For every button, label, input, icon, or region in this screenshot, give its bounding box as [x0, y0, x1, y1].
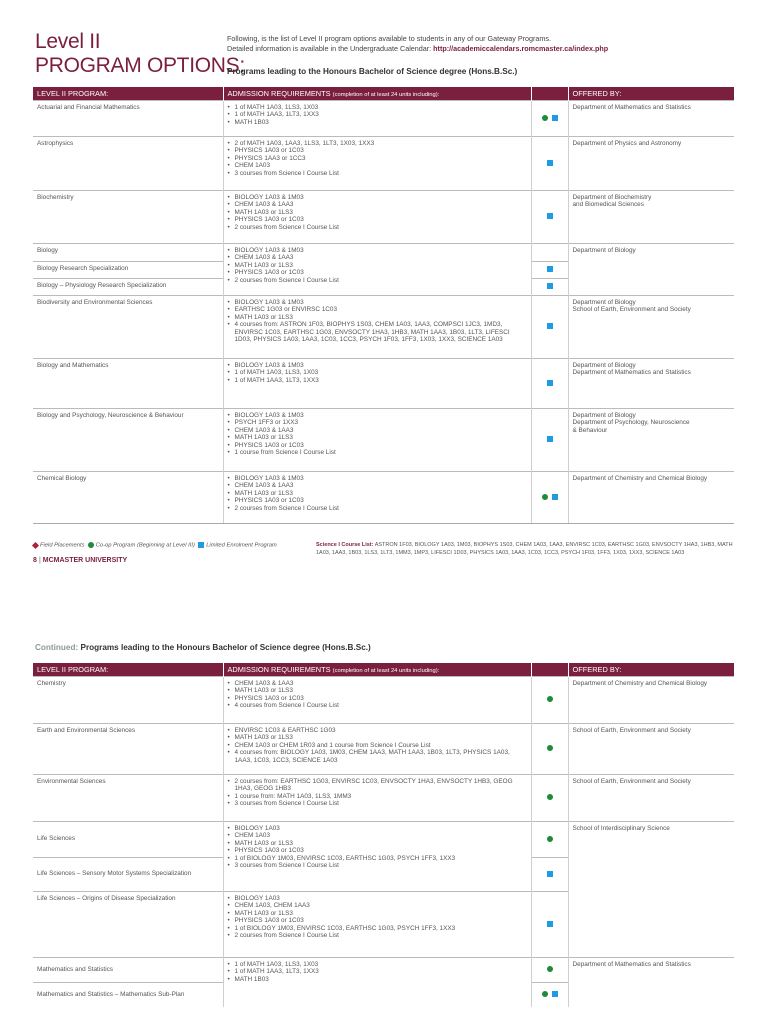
requirements-list — [228, 299, 527, 345]
program-name: Chemical Biology — [33, 471, 223, 523]
offered-by-line: and Biomedical Sciences — [572, 201, 644, 209]
program-markers — [531, 100, 568, 136]
requirement-item: • CHEM 1A03 & 1AA3 — [228, 482, 527, 490]
requirement-item: • BIOLOGY 1A03 & 1M03 — [228, 194, 527, 202]
requirement-item: • PHYSICS 1A03 or 1C03 — [228, 917, 527, 925]
requirement-item: • 1 of MATH 1AA3, 1LT3, 1XX3 — [228, 377, 527, 385]
program-name: Biology and Mathematics — [33, 358, 223, 408]
offered-by-line: Department of Chemistry and Chemical Biology — [572, 679, 708, 687]
requirement-item: • MATH 1A03 or 1LS3 — [228, 434, 527, 442]
requirement-item: • MATH 1A03 or 1LS3 — [228, 687, 527, 695]
col-admission: ADMISSION REQUIREMENTS (completion of at least 24 units including): — [223, 663, 531, 676]
legend: Field Placements Co-op Program (Beginning at Level III) Limited Enrolment Program — [33, 542, 277, 549]
program-markers — [531, 774, 568, 821]
coop-icon — [547, 966, 553, 972]
requirements-list — [228, 680, 527, 710]
program-markers — [531, 471, 568, 523]
program-markers — [531, 295, 568, 358]
requirement-item: • PSYCH 1FF3 or 1XX3 — [228, 419, 527, 427]
requirement-item: • BIOLOGY 1A03 & 1M03 — [228, 362, 527, 370]
requirement-item: • BIOLOGY 1A03 & 1M03 — [228, 247, 527, 255]
col-offered: OFFERED BY: — [568, 87, 734, 100]
requirement-item: • PHYSICS 1A03 or 1C03 — [228, 269, 527, 277]
program-table-1 — [33, 87, 734, 524]
offered-by-line: Department of Biology — [572, 298, 636, 306]
program-markers — [531, 723, 568, 774]
limited-enrolment-icon — [547, 871, 553, 877]
program-name: Biology – Physiology Research Specialization — [33, 278, 223, 295]
program-name: Life Sciences – Origins of Disease Specialization — [33, 891, 223, 957]
col-marks — [531, 87, 568, 100]
coop-icon — [547, 794, 553, 800]
coop-icon — [88, 542, 94, 548]
table-row — [33, 676, 734, 723]
coop-icon — [542, 991, 548, 997]
offered-by-line: Department of Psychology, Neuroscience — [572, 419, 690, 427]
program-name: Life Sciences — [33, 821, 223, 857]
requirement-item: • 2 courses from Science I Course List — [228, 224, 527, 232]
requirement-item: • 4 courses from: ASTRON 1F03, BIOPHYS 1S03, CHEM 1A03, 1AA3, COMPSCI 1JC3, 1MD3, ENVIRSC 1C03, EARTHSC 1G03, ENVSOCTY 1HA3, 1HB3, MATH 1AA3, 1B03, 1LT3, LIFESCI 1D03, PHYSICS 1A03, 1AA3, 1C03, 1CC3, PSYCH 1F03, 1FF3, 1X03, 1XX3, SCIENCE 1A03 — [228, 321, 527, 344]
table-row — [33, 821, 734, 857]
coop-icon — [547, 745, 553, 751]
requirements-list — [228, 895, 527, 941]
offered-by-line: School of Earth, Environment and Society — [572, 777, 691, 785]
program-table-2 — [33, 663, 734, 1007]
page-footer: 8 | MCMASTER UNIVERSITY — [33, 557, 128, 564]
requirement-item: • MATH 1A03 or 1LS3 — [228, 314, 527, 322]
requirement-item: • CHEM 1A03 & 1AA3 — [228, 427, 527, 435]
table-row — [33, 100, 734, 136]
limited-enrolment-icon — [547, 283, 553, 289]
page-title-line2: PROGRAM OPTIONS: — [35, 54, 245, 77]
requirement-item: • 1 of MATH 1A03, 1LS3, 1X03 — [228, 961, 527, 969]
requirement-item: • BIOLOGY 1A03 — [228, 895, 527, 903]
coop-icon — [542, 115, 548, 121]
continued-heading: Continued: Programs leading to the Honours Bachelor of Science degree (Hons.B.Sc.) — [35, 643, 371, 652]
program-markers — [531, 136, 568, 190]
limited-enrolment-icon — [552, 115, 558, 121]
requirement-item: • BIOLOGY 1A03 & 1M03 — [228, 299, 527, 307]
limited-enrolment-icon — [547, 436, 553, 442]
program-name: Biochemistry — [33, 190, 223, 243]
table-row — [33, 723, 734, 774]
offered-by-line: School of Earth, Environment and Society — [572, 306, 691, 314]
table-row — [33, 136, 734, 190]
requirements-list — [228, 247, 527, 285]
coop-icon — [547, 696, 553, 702]
requirement-item: • MATH 1B03 — [228, 976, 527, 984]
offered-by: Department of Biology — [568, 243, 734, 295]
limited-enrolment-icon — [547, 323, 553, 329]
requirement-item: • CHEM 1A03 & 1AA3 — [228, 680, 527, 688]
limited-enrolment-icon — [547, 213, 553, 219]
requirement-item: • CHEM 1A03, CHEM 1AA3 — [228, 902, 527, 910]
requirement-item: • 1 course from: MATH 1A03, 1LS3, 1MM3 — [228, 793, 527, 801]
section-subheading: Programs leading to the Honours Bachelor of Science degree (Hons.B.Sc.) — [227, 67, 518, 76]
program-name: Astrophysics — [33, 136, 223, 190]
requirement-item: • CHEM 1A03 — [228, 162, 527, 170]
field-placement-icon — [32, 541, 39, 548]
requirement-item: • PHYSICS 1A03 or 1C03 — [228, 695, 527, 703]
requirement-item: • PHYSICS 1AA3 or 1CC3 — [228, 155, 527, 163]
col-admission: ADMISSION REQUIREMENTS (completion of at least 24 units including): — [223, 87, 531, 100]
col-offered: OFFERED BY: — [568, 663, 734, 676]
requirement-item: • 2 courses from Science I Course List — [228, 277, 527, 285]
requirement-item: • BIOLOGY 1A03 — [228, 825, 527, 833]
requirement-item: • MATH 1A03 or 1LS3 — [228, 209, 527, 217]
program-name: Environmental Sciences — [33, 774, 223, 821]
table-row — [33, 243, 734, 261]
offered-by: School of Interdisciplinary Science — [568, 821, 734, 957]
program-markers — [531, 358, 568, 408]
limited-enrolment-icon — [547, 266, 553, 272]
program-name: Actuarial and Financial Mathematics — [33, 100, 223, 136]
requirement-item: • MATH 1A03 or 1LS3 — [228, 262, 527, 270]
program-markers — [531, 408, 568, 471]
program-markers — [531, 676, 568, 723]
requirements-list — [228, 362, 527, 385]
requirement-item: • EARTHSC 1G03 or ENVIRSC 1C03 — [228, 306, 527, 314]
requirements-list — [228, 961, 527, 984]
limited-enrolment-icon — [198, 542, 204, 548]
offered-by-line: Department of Mathematics and Statistics — [572, 103, 691, 111]
requirement-item: • 1 of MATH 1AA3, 1LT3, 1XX3 — [228, 111, 527, 119]
program-name: Biology Research Specialization — [33, 261, 223, 278]
program-name: Chemistry — [33, 676, 223, 723]
offered-by-line: & Behaviour — [572, 426, 608, 434]
requirements-list — [228, 778, 527, 808]
science-course-list: Science I Course List: ASTRON 1F03, BIOLOGY 1A03, 1M03, BIOPHYS 1S03, CHEM 1A03, 1AA3, ENVIRSC 1C03, EARTHSC 1G03, ENVSOCTY 1HA3, 1HB3, MATH 1A03, 1AA3, 1B03, 1LS3, 1LT3, 1MM3, 1MP3, LIFESCI 1D03, PHYSICS 1A03, 1AA3, 1C03, 1CC3, PSYCH 1F03, 1FF3, 1X03, 1XX3, SCIENCE 1A03 — [316, 542, 733, 556]
requirement-item: • 2 courses from: EARTHSC 1G03, ENVIRSC 1C03, ENVSOCTY 1HA3, ENVSOCTY 1HB3, GEOG 1HA3, GEOG 1HB3 — [228, 778, 527, 793]
coop-icon — [547, 836, 553, 842]
program-name: Life Sciences – Sensory Motor Systems Specialization — [33, 857, 223, 891]
requirement-item: • CHEM 1A03 or CHEM 1R03 and 1 course from Science I Course List — [228, 742, 527, 750]
requirement-item: • 2 courses from Science I Course List — [228, 505, 527, 513]
program-name: Biology and Psychology, Neuroscience & Behaviour — [33, 408, 223, 471]
requirement-item: • 4 courses from: BIOLOGY 1A03, 1M03, CHEM 1AA3, MATH 1AA3, 1B03, 1LT3, PHYSICS 1A03, 1AA3, 1C03, 1CC3, SCIENCE 1A03 — [228, 749, 527, 764]
requirement-item: • CHEM 1A03 & 1AA3 — [228, 201, 527, 209]
requirements-list — [228, 412, 527, 458]
offered-by-line: Department of Biology — [572, 361, 636, 369]
limited-enrolment-icon — [552, 991, 558, 997]
intro-text: Following, is the list of Level II program options available to students in any of our Gateway Programs. Detailed information is available in the Undergraduate Calendar: http://academiccalendars.romcmaster.ca/index.php — [227, 34, 609, 53]
requirement-item: • 1 of MATH 1A03, 1LS3, 1X03 — [228, 369, 527, 377]
offered-by-line: Department of Biology — [572, 411, 636, 419]
limited-enrolment-icon — [547, 160, 553, 166]
requirement-item: • 1 course from Science I Course List — [228, 449, 527, 457]
col-marks — [531, 663, 568, 676]
program-name: Earth and Environmental Sciences — [33, 723, 223, 774]
requirements-list — [228, 140, 527, 178]
requirements-list — [228, 727, 527, 765]
col-program: LEVEL II PROGRAM: — [33, 87, 223, 100]
requirement-item: • MATH 1A03 or 1LS3 — [228, 840, 527, 848]
requirement-item: • 2 courses from Science I Course List — [228, 932, 527, 940]
program-name: Mathematics and Statistics — [33, 957, 223, 982]
requirement-item: • 1 of MATH 1A03, 1LS3, 1X03 — [228, 104, 527, 112]
table-row — [33, 471, 734, 523]
requirements-list — [228, 475, 527, 513]
requirement-item: • PHYSICS 1A03 or 1C03 — [228, 147, 527, 155]
requirements-list — [228, 104, 527, 127]
requirement-item: • 3 courses from Science I Course List — [228, 862, 527, 870]
requirement-item: • PHYSICS 1A03 or 1C03 — [228, 847, 527, 855]
requirement-item: • 3 courses from Science I Course List — [228, 170, 527, 178]
offered-by-line: Department of Mathematics and Statistics — [572, 369, 691, 377]
limited-enrolment-icon — [547, 921, 553, 927]
program-name: Mathematics and Statistics – Mathematics Sub-Plan — [33, 982, 223, 1007]
program-name: Biodiversity and Environmental Sciences — [33, 295, 223, 358]
table-row — [33, 358, 734, 408]
table-row — [33, 190, 734, 243]
offered-by: Department of Mathematics and Statistics — [568, 957, 734, 1007]
requirement-item: • MATH 1A03 or 1LS3 — [228, 490, 527, 498]
requirements-list — [228, 194, 527, 232]
table-row — [33, 408, 734, 471]
requirement-item: • PHYSICS 1A03 or 1C03 — [228, 497, 527, 505]
offered-by-line: Department of Physics and Astronomy — [572, 139, 682, 147]
requirement-item: • BIOLOGY 1A03 & 1M03 — [228, 412, 527, 420]
requirement-item: • MATH 1B03 — [228, 119, 527, 127]
program-markers — [531, 190, 568, 243]
requirement-item: • BIOLOGY 1A03 & 1M03 — [228, 475, 527, 483]
page-title-line1: Level II — [35, 30, 101, 53]
requirements-list — [228, 825, 527, 871]
requirement-item: • MATH 1A03 or 1LS3 — [228, 910, 527, 918]
requirement-item: • CHEM 1A03 & 1AA3 — [228, 254, 527, 262]
requirement-item: • 2 of MATH 1A03, 1AA3, 1LS3, 1LT3, 1X03, 1XX3 — [228, 140, 527, 148]
requirement-item: • 1 of BIOLOGY 1M03, ENVIRSC 1C03, EARTHSC 1G03, PSYCH 1FF3, 1XX3 — [228, 855, 527, 863]
requirement-item: • 3 courses from Science I Course List — [228, 800, 527, 808]
requirement-item: • 1 of MATH 1AA3, 1LT3, 1XX3 — [228, 968, 527, 976]
requirement-item: • 1 of BIOLOGY 1M03, ENVIRSC 1C03, EARTHSC 1G03, PSYCH 1FF3, 1XX3 — [228, 925, 527, 933]
calendar-link[interactable]: http://academiccalendars.romcmaster.ca/index.php — [433, 44, 609, 53]
requirement-item: • 4 courses from Science I Course List — [228, 702, 527, 710]
requirement-item: • CHEM 1A03 — [228, 832, 527, 840]
table-row — [33, 774, 734, 821]
offered-by-line: Department of Biochemistry — [572, 193, 652, 201]
limited-enrolment-icon — [547, 380, 553, 386]
limited-enrolment-icon — [552, 494, 558, 500]
offered-by-line: School of Earth, Environment and Society — [572, 726, 691, 734]
offered-by-line: Department of Chemistry and Chemical Biology — [572, 474, 708, 482]
program-name: Biology — [33, 243, 223, 261]
table-row — [33, 957, 734, 982]
col-program: LEVEL II PROGRAM: — [33, 663, 223, 676]
coop-icon — [542, 494, 548, 500]
requirement-item: • ENVIRSC 1C03 & EARTHSC 1G03 — [228, 727, 527, 735]
requirement-item: • PHYSICS 1A03 or 1C03 — [228, 216, 527, 224]
requirement-item: • PHYSICS 1A03 or 1C03 — [228, 442, 527, 450]
table-row — [33, 295, 734, 358]
requirement-item: • MATH 1A03 or 1LS3 — [228, 734, 527, 742]
